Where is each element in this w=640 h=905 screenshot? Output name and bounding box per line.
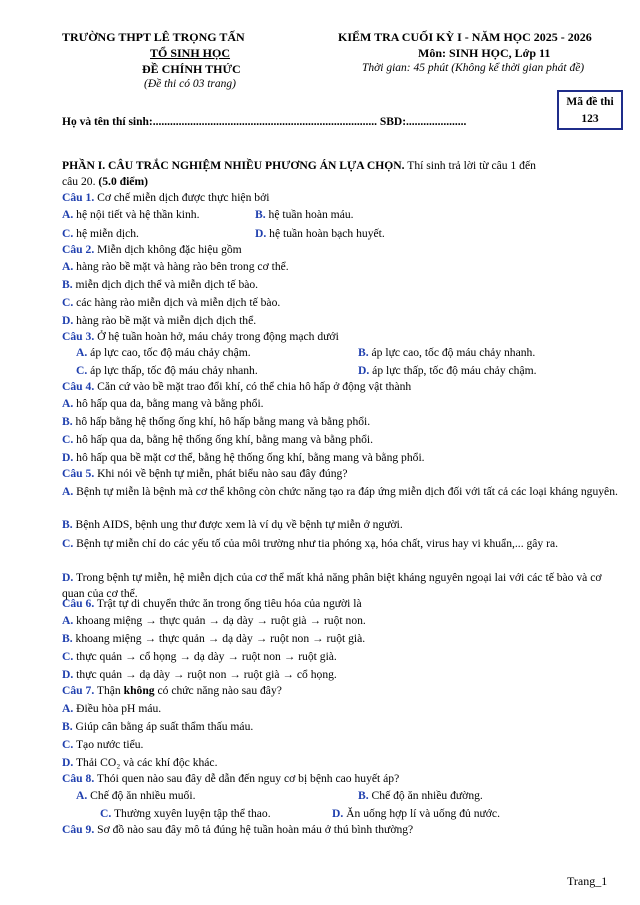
option-6d: D. thực quản → dạ dày → ruột non → ruột già → cổ họng. [62, 668, 337, 681]
candidate-info-line: Họ và tên thí sinh:.............................................................................. SBD:..................... [62, 116, 467, 128]
option-6b: B. khoang miệng → thực quản → dạ dày → ruột non → ruột già. [62, 632, 366, 645]
question-8: Câu 8. Thói quen nào sau đây dễ dẫn đến nguy cơ bị bệnh cao huyết áp? [62, 772, 400, 785]
option-8d: D. Ăn uống hợp lí và uống đủ nước. [332, 807, 500, 820]
exam-subject: Môn: SINH HỌC, Lớp 11 [418, 46, 551, 60]
option-6a: A. khoang miệng → thực quản → dạ dày → ruột già → ruột non. [62, 614, 366, 627]
exam-code-label: Mã đề thi [566, 96, 614, 108]
option-7a: A. Điều hòa pH máu. [62, 702, 162, 715]
option-8a: A. Chế độ ăn nhiều muối. [76, 789, 196, 802]
department-name: TỔ SINH HỌC [150, 46, 231, 60]
question-text: Cơ chế miễn dịch được thực hiện bởi [94, 191, 270, 204]
option-2d: D. hàng rào bề mặt và miễn dịch dịch thể. [62, 314, 257, 327]
part1-instruction-cont [62, 175, 148, 188]
question-9: Câu 9. Sơ đồ nào sau đây mô tả đúng hệ tuần hoàn máu ở thú bình thường? [62, 823, 414, 836]
official-label: ĐỀ CHÍNH THỨC [142, 62, 241, 76]
question-3: Câu 3. Ở hệ tuần hoàn hở, máu chảy trong động mạch dưới [62, 330, 339, 343]
option-3a: A. áp lực cao, tốc độ máu chảy chậm. [76, 346, 251, 359]
option-5c: C. Bệnh tự miễn chỉ do các yếu tố của môi trường như tia phóng xạ, hóa chất, virus hay vi khuẩn,... gây ra. [62, 537, 559, 550]
exam-code-box [557, 90, 623, 130]
exam-code-value: 123 [581, 113, 599, 125]
question-5: Câu 5. Khi nói về bệnh tự miễn, phát biểu nào sau đây đúng? [62, 467, 348, 480]
option-1c: C. hệ miễn dịch. [62, 227, 139, 240]
option-8b: B. Chế độ ăn nhiều đường. [358, 789, 483, 802]
option-5b: B. Bệnh AIDS, bệnh ung thư được xem là ví dụ về bệnh tự miễn ở người. [62, 518, 403, 531]
part1-heading [62, 159, 536, 172]
option-3d: D. áp lực thấp, tốc độ máu chảy chậm. [358, 364, 537, 377]
option-7c: C. Tạo nước tiểu. [62, 738, 144, 751]
option-5d: D. Trong bệnh tự miễn, hệ miễn dịch của cơ thể mất khả năng phân biệt kháng nguyên ngoại lai với các tế bào và cơ quan của cơ thể. [62, 571, 602, 600]
option-7d: D. Thải CO₂ và các khí độc khác. [62, 756, 218, 769]
option-2b: B. miễn dịch dịch thể và miễn dịch tế bào. [62, 278, 259, 291]
question-7: Câu 7. Thận không có chức năng nào sau đây? [62, 684, 282, 697]
question-number: Câu 1. [62, 191, 95, 204]
option-5a: A. Bệnh tự miễn là bệnh mà cơ thể không còn chức năng tạo ra đáp ứng miễn dịch đối với tất cả các loại kháng nguyên. [62, 485, 618, 498]
option-1d: D. hệ tuần hoàn bạch huyết. [255, 227, 385, 240]
option-4b: B. hô hấp bằng hệ thống ống khí, hô hấp bằng mang và bằng phổi. [62, 415, 371, 428]
part1-points: (5.0 điểm) [98, 175, 148, 188]
question-1 [62, 191, 269, 204]
part1-instruction-2: câu 20. [62, 175, 99, 188]
option-4d: D. hô hấp qua bề mặt cơ thể, bằng hệ thống ống khí, bằng mang và bằng phổi. [62, 451, 425, 464]
option-3c: C. áp lực thấp, tốc độ máu chảy nhanh. [76, 364, 258, 377]
question-4: Câu 4. Căn cứ vào bề mặt trao đổi khí, có thể chia hô hấp ở động vật thành [62, 380, 412, 393]
pages-note: (Đề thi có 03 trang) [144, 78, 236, 90]
option-7b: B. Giúp cân bằng áp suất thẩm thấu máu. [62, 720, 254, 733]
exam-time: Thời gian: 45 phút (Không kể thời gian phát đề) [362, 62, 585, 74]
option-8c: C. Thường xuyên luyện tập thể thao. [100, 807, 271, 820]
question-6: Câu 6. Trật tự di chuyển thức ăn trong ống tiêu hóa của người là [62, 597, 362, 610]
part1-instruction: Thí sinh trả lời từ câu 1 đến [404, 159, 536, 172]
option-3b: B. áp lực cao, tốc độ máu chảy nhanh. [358, 346, 536, 359]
option-4c: C. hô hấp qua da, bằng hệ thống ống khí, bằng mang và bằng phổi. [62, 433, 374, 446]
option-6c: C. thực quản → cổ họng → dạ dày → ruột non → ruột già. [62, 650, 337, 663]
part1-title: PHẦN I. CÂU TRẮC NGHIỆM NHIỀU PHƯƠNG ÁN LỰA CHỌN. [62, 159, 405, 172]
page-footer: Trang_1 [567, 874, 608, 888]
option-1b: B. hệ tuần hoàn máu. [255, 208, 354, 221]
option-2c: C. các hàng rào miễn dịch và miễn dịch tế bào. [62, 296, 281, 309]
option-1a: A. hệ nội tiết và hệ thần kinh. [62, 208, 200, 221]
option-4a: A. hô hấp qua da, bằng mang và bằng phổi. [62, 397, 264, 410]
exam-title: KIỂM TRA CUỐI KỲ I - NĂM HỌC 2025 - 2026 [338, 30, 592, 44]
option-2a: A. hàng rào bề mặt và hàng rào bên trong cơ thể. [62, 260, 289, 273]
question-2: Câu 2. Miễn dịch không đặc hiệu gồm [62, 243, 242, 256]
school-name: TRƯỜNG THPT LÊ TRỌNG TẤN [62, 30, 245, 44]
